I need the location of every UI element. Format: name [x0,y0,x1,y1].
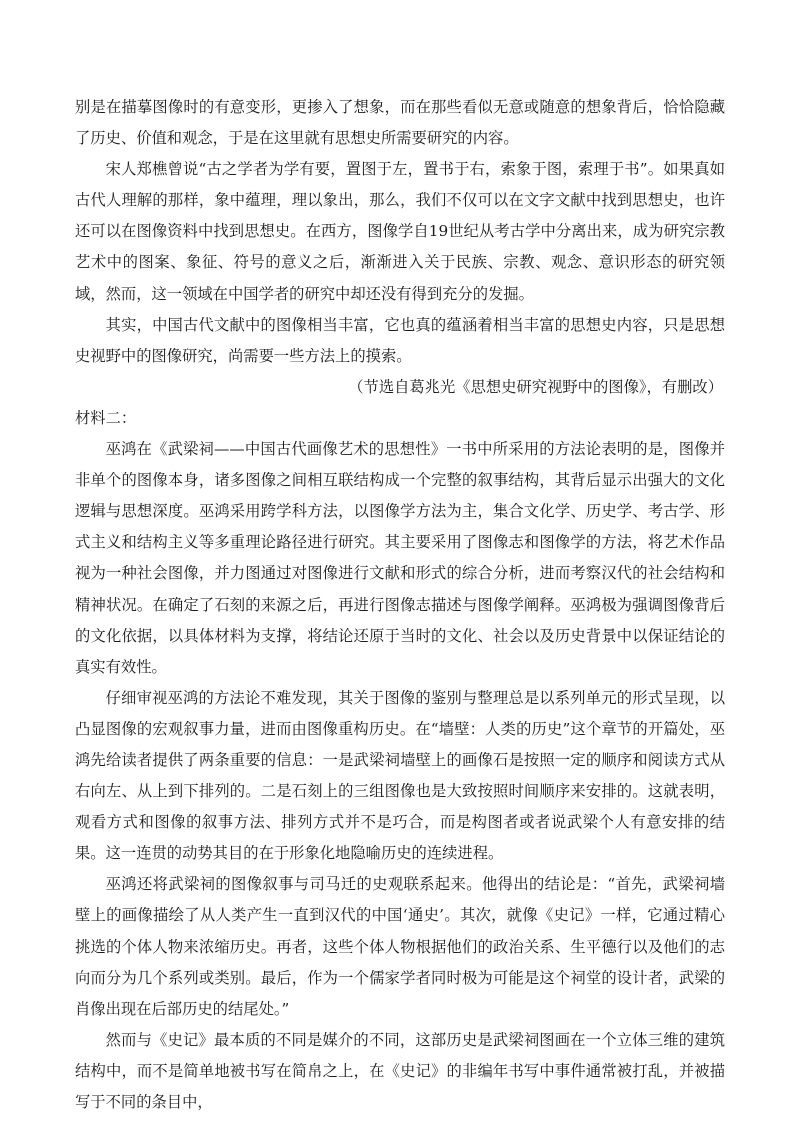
material-two-heading: 材料二： [75,408,137,427]
paragraph-wu-hung-method: 巫鸿在《武梁祠——中国古代画像艺术的思想性》一书中所采用的方法论表明的是，图像并非单个的图像本身，诸多图像之间相互联结构成一个完整的叙事结构，其背后显示出强大的文化逻辑与思想深度。巫鸿采用跨学科方法，以图像学方法为主，集合文化学、历史学、考古学、形式主义和结构主义等多重理论路径进行研究。其主要采用了图像志和图像学的方法，将艺术作品视为一种社会图像，并力图通过对图像进行文献和形式的综合分析，进而考察汉代的社会结构和精神状况。在确定了石刻的来源之后，再进行图像志描述与图像学阐释。巫鸿极为强调图像背后的文化依据，以具体材料为支撑，将结论还原于当时的文化、社会以及历史背景中以保证结论的真实有效性。 [75,440,725,676]
paragraph-zheng-qiao: 宋人郑樵曾说“古之学者为学有要，置图于左，置书于右，索象于图，索理于书”。如果真如古代人理解的那样，象中蕴理，理以象出，那么，我们不仅可以在文字文献中找到思想史，也许还可以在图像资料中找到思想史。在西方，图像学自19世纪从考古学中分离出来，成为研究宗教艺术中的图案、象征、符号的意义之后，渐渐进入关于民族、宗教、观念、意识形态的研究领域，然而，这一领域在中国学者的研究中却还没有得到充分的发掘。 [75,160,725,303]
paragraph-media-difference: 然而与《史记》最本质的不同是媒介的不同，这部历史是武梁祠图画在一个立体三维的建筑结构中，而不是简单地被书写在简帛之上，在《史记》的非编年书写中事件通常被打乱，并被描写于不同的条目中， [75,1030,725,1111]
paragraph-methodology-review: 仔细审视巫鸿的方法论不难发现，其关于图像的鉴别与整理总是以系列单元的形式呈现，以凸显图像的宏观叙事力量，进而由图像重构历史。在“墙壁：人类的历史”这个章节的开篇处，巫鸿先给读者提供了两条重要的信息：一是武梁祠墙壁上的画像石是按照一定的顺序和阅读方式从右向左、从上到下排列的。二是石刻上的三组图像也是大致按照时间顺序来安排的。这就表明，观看方式和图像的叙事方法、排列方式并不是巧合，而是构图者或者说武梁个人有意安排的结果。这一连贯的动势其目的在于形象化地隐喻历史的连续进程。 [75,688,725,863]
paragraph-sima-qian: 巫鸿还将武梁祠的图像叙事与司马迁的史观联系起来。他得出的结论是：“首先，武梁祠墙壁上的画像描绘了从人类产生一直到汉代的中国‘通史’。其次，就像《史记》一样，它通过精心挑选的个体人物来浓缩历史。再者，这些个体人物根据他们的政治关系、生平德行以及他们的志向而分为几个系列或类别。最后，作为一个儒家学者同时极为可能是这个祠堂的设计者，武梁的肖像出现在后部历史的结尾处。” [75,875,725,1018]
document-page [75,92,725,1118]
paragraph-continuation: 别是在描摹图像时的有意变形，更掺入了想象，而在那些看似无意或随意的想象背后，恰恰隐藏了历史、价值和观念，于是在这里就有思想史所需要研究的内容。 [75,98,725,148]
source-citation: （节选自葛兆光《思想史研究视野中的图像》，有删改） [348,377,723,396]
paragraph-chinese-images: 其实，中国古代文献中的图像相当丰富，它也真的蕴涵着相当丰富的思想史内容，只是思想史视野中的图像研究，尚需要一些方法上的摸索。 [75,315,725,365]
